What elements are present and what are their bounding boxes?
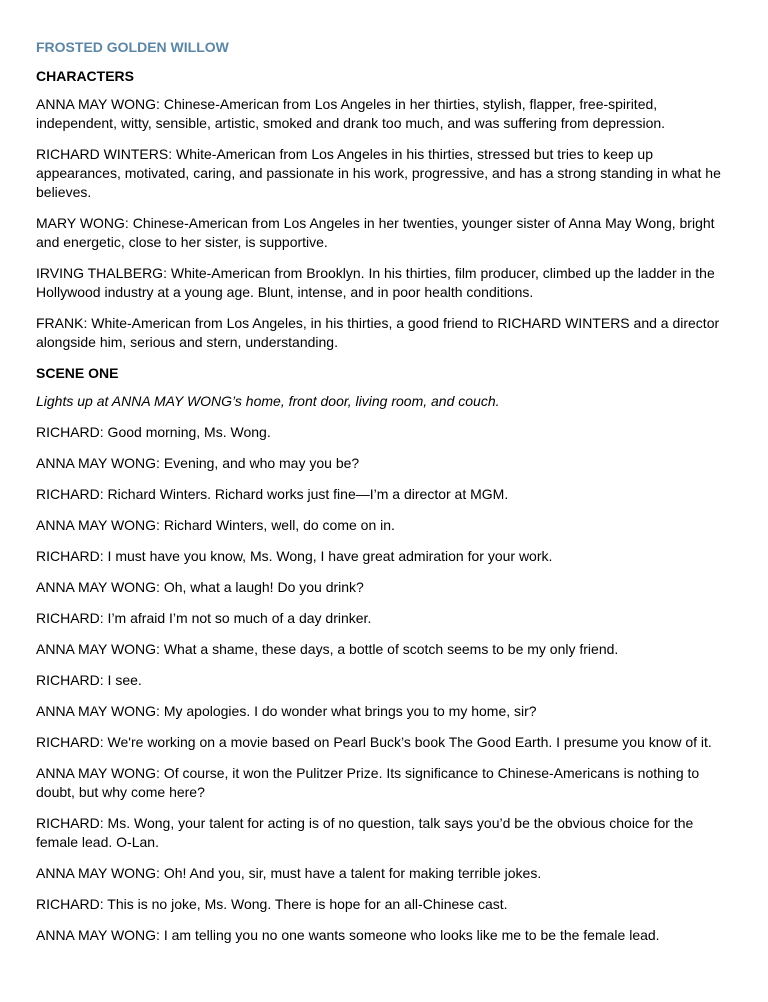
dialogue-line: ANNA MAY WONG: Of course, it won the Pulitzer Prize. Its significance to Chinese-Americans is nothing to doubt, but why come here?: [36, 765, 700, 800]
dialogue-line: ANNA MAY WONG: My apologies. I do wonder what brings you to my home, sir?: [36, 703, 537, 719]
character-description: IRVING THALBERG: White-American from Brooklyn. In his thirties, film producer, climbed up the ladder in the Hollywood industry at a young age. Blunt, intense, and in poor health conditions.: [36, 265, 715, 300]
character-description: FRANK: White-American from Los Angeles, in his thirties, a good friend to RICHARD WINTERS and a director alongside him, serious and stern, understanding.: [36, 315, 720, 350]
dialogue-line: ANNA MAY WONG: Oh, what a laugh! Do you drink?: [36, 579, 364, 595]
dialogue-line: ANNA MAY WONG: I am telling you no one wants someone who looks like me to be the female lead.: [36, 927, 660, 943]
characters-list: [36, 95, 732, 352]
dialogue-line: ANNA MAY WONG: Richard Winters, well, do come on in.: [36, 517, 395, 533]
dialogue-line: ANNA MAY WONG: Evening, and who may you be?: [36, 455, 360, 471]
dialogue-line: ANNA MAY WONG: What a shame, these days, a bottle of scotch seems to be my only friend.: [36, 641, 619, 657]
character-description: ANNA MAY WONG: Chinese-American from Los Angeles in her thirties, stylish, flapper, free-spirited, independent, witty, sensible, artistic, smoked and drank too much, and was suffering from depression.: [36, 96, 666, 131]
dialogue-line: RICHARD: I see.: [36, 672, 142, 688]
dialogue-line: ANNA MAY WONG: Oh! And you, sir, must have a talent for making terrible jokes.: [36, 865, 542, 881]
dialogue-line: RICHARD: Good morning, Ms. Wong.: [36, 424, 271, 440]
document-title: FROSTED GOLDEN WILLOW: [36, 39, 229, 55]
dialogue-list: [36, 423, 732, 945]
dialogue-line: RICHARD: Richard Winters. Richard works just fine—I’m a director at MGM.: [36, 486, 509, 502]
characters-heading: CHARACTERS: [36, 68, 134, 84]
character-description: RICHARD WINTERS: White-American from Los Angeles in his thirties, stressed but tries to keep up appearances, motivated, caring, and passionate in his work, progressive, and has a strong standing in what he believes.: [36, 146, 721, 200]
scene-one-heading: SCENE ONE: [36, 365, 119, 381]
dialogue-line: RICHARD: I’m afraid I’m not so much of a day drinker.: [36, 610, 372, 626]
dialogue-line: RICHARD: Ms. Wong, your talent for acting is of no question, talk says you’d be the obvious choice for the female lead. O-Lan.: [36, 815, 694, 850]
stage-direction: Lights up at ANNA MAY WONG’s home, front door, living room, and couch.: [36, 393, 500, 409]
dialogue-line: RICHARD: This is no joke, Ms. Wong. There is hope for an all-Chinese cast.: [36, 896, 508, 912]
character-description: MARY WONG: Chinese-American from Los Angeles in her twenties, younger sister of Anna May Wong, bright and energetic, close to her sister, is supportive.: [36, 215, 715, 250]
dialogue-line: RICHARD: I must have you know, Ms. Wong, I have great admiration for your work.: [36, 548, 553, 564]
dialogue-line: RICHARD: We're working on a movie based on Pearl Buck’s book The Good Earth. I presume you know of it.: [36, 734, 712, 750]
